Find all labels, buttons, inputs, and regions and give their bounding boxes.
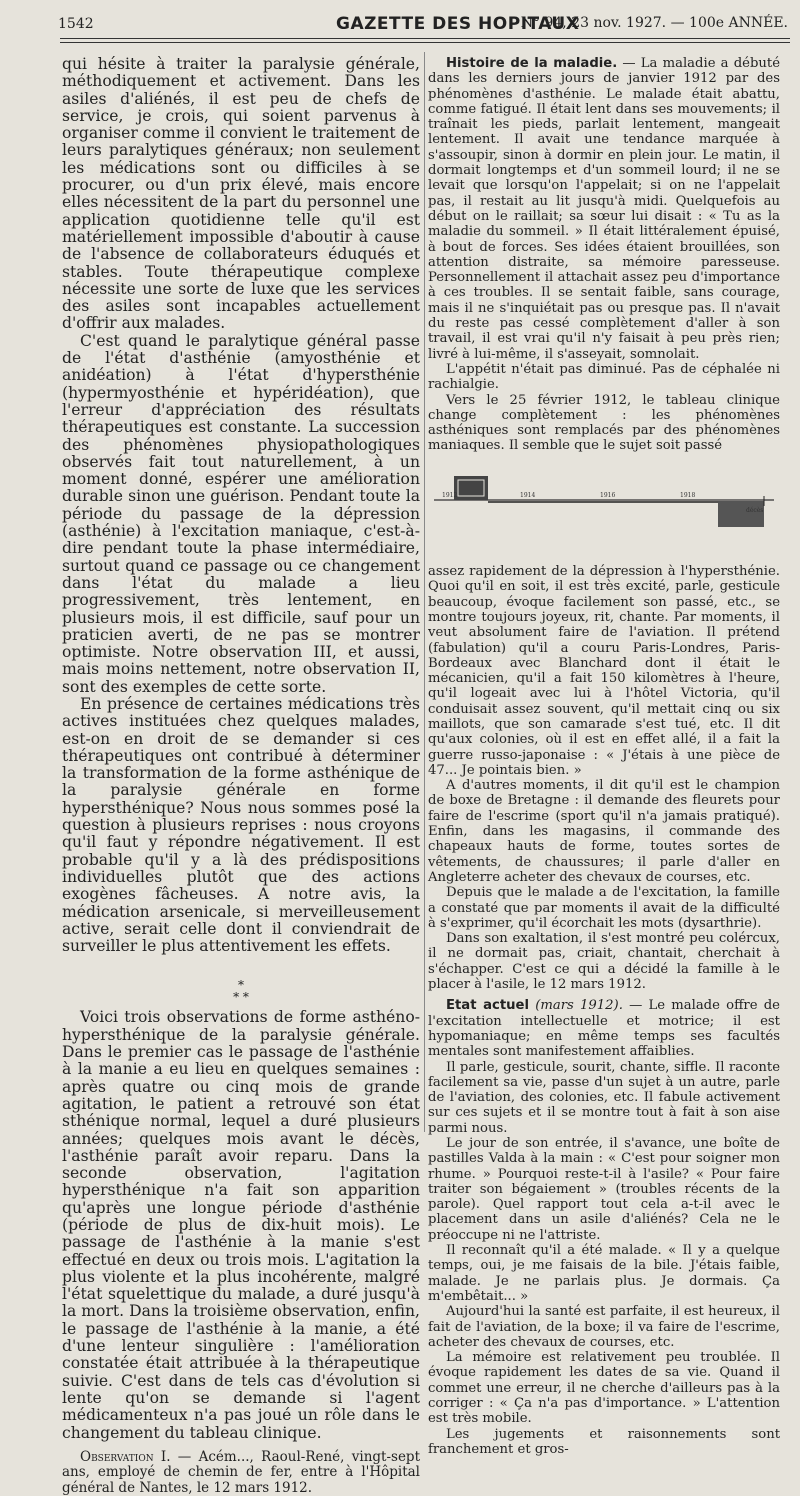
history-paragraph <box>428 56 780 362</box>
current-state-heading: Etat actuel <box>446 998 529 1014</box>
current-state-date: (mars 1912). <box>535 998 623 1014</box>
graph-label-1918: 1918 <box>680 491 696 499</box>
observation-1-text: — Acém..., Raoul-René, vingt-sept ans, employé de chemin de fer, entre à l'Hôpital général de Nantes, le 12 mars 1912. <box>62 1448 420 1496</box>
column-divider <box>424 52 425 1132</box>
current-state-text: — Le malade offre de l'excitation intellectuelle et motrice; il est hypomaniaque; en même temps ses facultés mentales sont manifestement affaiblies. <box>428 998 780 1060</box>
left-paragraph-3: En présence de certaines médications très actives instituées chez quelques malades, est-on en droit de se demander si ces thérapeutiques ont contribué à déterminer la transformation de la forme asthénique de la paralysie générale en forme hypersthénique? Nous nous sommes posé la question à plusieurs reprises : nous croyons qu'il faut y répondre négativement. Il est probable qu'il y a là des prédispositions individuelles plutôt que des actions exogènes fâcheuses. A notre avis, la médication arsenicale, si merveilleusement active, serait celle dont il conviendrait de surveiller le plus attentivement les effets. <box>62 694 420 956</box>
right-paragraph-5: A d'autres moments, il dit qu'il est le champion de boxe de Bretagne : il demande des fleurets pour faire de l'escrime (sport qu'il n'a jamais pratiqué). Enfin, dans les magasins, il commande des chapeaux hauts de forme, toutes sortes de vêtements, de chaussures; il parle d'aller en Angleterre acheter des chevaux de courses, etc. <box>428 778 780 885</box>
page-number: 1542 <box>58 16 94 32</box>
journal-title: GAZETTE DES HOPITAUX <box>336 14 580 34</box>
section-separator-asterisks: * * * <box>233 978 249 1005</box>
right-paragraph-14: Les jugements et raisonnements sont franchement et gros- <box>428 1426 780 1457</box>
right-column <box>428 56 780 1457</box>
evolution-graph-figure <box>428 470 780 546</box>
page-header <box>58 14 788 34</box>
right-paragraph-4: assez rapidement de la dépression à l'hypersthénie. Quoi qu'il en soit, il est très excité, parle, gesticule beaucoup, évoque facilement son passé, etc., se montre toujours joyeux, rit, chante. Par moments, il veut absolument faire de l'aviation. Il prétend (fabulation) qu'il a couru Paris-Londres, Paris-Bordeaux avec Blanchard dont il était le mécanicien, qu'il a fait 150 kilomètres à l'heure, qu'il logeait avec lui à l'hôtel Victoria, qu'il conduisait assez souvent, qu'il mettait cinq ou six maillots, que son camarade s'est tué, etc. Il dit qu'aux colonies, où il est en effet allé, il a fait la guerre russo-japonaise : « J'étais à une pièce de 47... Je pointais bien. » <box>428 564 780 778</box>
left-paragraph-4: Voici trois observations de forme asthéno-hypersthénique de la paralysie générale. Dans le premier cas le passage de l'asthénie à la manie a eu lieu en quelques semaines : après quatre ou cinq mois de grande agitation, le patient a retrouvé son état sthénique normal, lequel a duré plusieurs années; quelques mois avant le décès, l'asthénie paraît avoir reparu. Dans la seconde observation, l'agitation hypersthénique n'a fait son apparition qu'après une longue période d'asthénie (période de plus de dix-huit mois). Le passage de l'asthénie à la manie s'est effectué en deux ou trois mois. L'agitation la plus violente et la plus incohérente, malgré l'état squelettique du malade, a duré jusqu'à la mort. Dans la troisième observation, enfin, le passage de l'asthénie à la manie, a été d'une lenteur singulière : l'amélioration constatée était attribuée à la thérapeutique suivie. C'est dans de tels cas d'évolution si lente qu'on se demande si l'agent médicamenteux n'a pas joué un rôle dans le changement du tableau clinique. <box>62 1008 420 1442</box>
right-paragraph-12: Aujourd'hui la santé est parfaite, il est heureux, il fait de l'aviation, de la boxe; il va faire de l'escrime, acheter des chevaux de courses, etc. <box>428 1304 780 1350</box>
header-rule-bottom <box>60 42 790 43</box>
header-rule-top <box>60 38 790 39</box>
left-paragraph-1: qui hésite à traiter la paralysie générale, méthodiquement et activement. Dans les asiles d'aliénés, il est peu de chefs de service, je crois, qui soient parvenus à organiser comme il convient le traitement de leurs paralytiques généraux; non seulement les médications sont ou difficiles à se procurer, ou d'un prix élevé, mais encore elles nécessitent de la part du personnel une application quotidienne telle qu'il est matériellement impossible d'aboutir à cause de l'absence de collaborateurs éduqués et stables. Toute thérapeutique complexe nécessite une sorte de luxe que les services des asiles sont incapables actuellement d'offrir aux malades. <box>62 55 420 333</box>
current-state-paragraph <box>428 998 780 1059</box>
right-paragraph-13: La mémoire est relativement peu troublée. Il évoque rapidement les dates de sa vie. Quand il commet une erreur, il ne cherche d'ailleurs pas à la corriger : « Ça n'a pas d'importance. » L'attention est très mobile. <box>428 1350 780 1427</box>
observation-1-intro <box>62 1450 420 1496</box>
left-column <box>62 55 420 1496</box>
observation-1-heading: Observation I. <box>80 1448 171 1465</box>
right-paragraph-3: Vers le 25 février 1912, le tableau clinique change complètement : les phénomènes asthéniques sont remplacés par des phénomènes maniaques. Il semble que le sujet soit passé <box>428 392 780 454</box>
graph-label-1916: 1916 <box>600 491 616 499</box>
history-text: — La maladie a débuté dans les derniers jours de janvier 1912 par des phénomènes d'asthénie. Le malade était abattu, comme fatigué. Il était lent dans ses mouvements; il traînait les pieds, parlait lentement, mangeait lentement. Il avait une tendance marquée à s'assoupir, sinon à dormir en plein jour. Le matin, il dormait longtemps et d'un sommeil lourd; il ne se levait que lorsqu'on l'appelait; si on ne l'appelait pas, il restait au lit jusqu'à midi. Quelquefois au début on le raillait; sa sœur lui disait : « Tu as la maladie du sommeil. » Il était littéralement épuisé, à bout de forces. Ses idées étaient brouillées, son attention distraite, sa mémoire paresseuse. Personnellement il attachait assez peu d'importance à ces troubles. Il se sentait faible, sans courage, mais il ne s'inquiétait pas ou presque pas. Il n'avait du reste pas cessé complètement d'aller à son travail, il est vrai qu'il n'y faisait à peu près rien; livré à lui-même, il s'asseyait, somnolait. <box>428 56 780 362</box>
graph-label-1912: 1912 <box>442 491 458 499</box>
right-paragraph-10: Le jour de son entrée, il s'avance, une boîte de pastilles Valda à la main : « C'est pour soigner mon rhume. » Pourquoi reste-t-il à l'asile? « Pour faire traiter son bégaiement » (troubles récents de la parole). Quel rapport tout cela a-t-il avec le placement dans un asile d'aliénés? Cela ne le préoccupe ni ne l'attriste. <box>428 1136 780 1243</box>
right-paragraph-11: Il reconnaît qu'il a été malade. « Il y a quelque temps, oui, je me faisais de la bile. J'étais faible, malade. Je ne parlais plus. Je dormais. Ça m'embêtait... » <box>428 1243 780 1304</box>
right-paragraph-6: Depuis que le malade a de l'excitation, la famille a constaté que par moments il avait de la difficulté à s'exprimer, qu'il écorchait les mots (dysarthrie). <box>428 885 780 931</box>
issue-info: N° 94, 23 nov. 1927. — 100e ANNÉE. <box>520 15 788 31</box>
history-heading: Histoire de la maladie. <box>446 56 618 71</box>
graph-label-deces: décès <box>746 506 764 514</box>
right-paragraph-7: Dans son exaltation, il s'est montré peu colércux, il ne dormait pas, criait, chantait, cherchait à s'échapper. C'est ce qui a décidé la famille à le placer à l'asile, le 12 mars 1912. <box>428 931 780 993</box>
graph-asthenia-block <box>718 501 764 527</box>
left-paragraph-2: C'est quand le paralytique général passe de l'état d'asthénie (amyosthénie et anidéation) à l'état d'hypersthénie (hypermyosthénie et hypéridéation), que l'erreur d'appréciation des résultats thérapeutiques est constante. La succession des phénomènes physiopathologiques observés fait tout naturellement, à un moment donné, espérer une amélioration durable sinon une guérison. Pendant toute la période du passage de la dépression (asthénie) à l'excitation maniaque, c'est-à-dire pendant toute la phase intermédiaire, surtout quand ce passage ou ce changement dans l'état du malade a lieu progressivement, très lentement, en plusieurs mois, il est difficile, sauf pour un praticien averti, de ne pas se montrer optimiste. Notre observation III, et aussi, mais moins nettement, notre observation II, sont des exemples de cette sorte. <box>62 331 420 696</box>
graph-label-1914: 1914 <box>520 491 536 499</box>
right-paragraph-9: Il parle, gesticule, sourit, chante, siffle. Il raconte facilement sa vie, passe d'un sujet à un autre, parle de l'aviation, des colonies, etc. Il fabule activement sur ces sujets et il se montre tout à fait à son aise parmi nous. <box>428 1059 780 1136</box>
right-paragraph-2: L'appétit n'était pas diminué. Pas de céphalée ni rachialgie. <box>428 361 780 393</box>
